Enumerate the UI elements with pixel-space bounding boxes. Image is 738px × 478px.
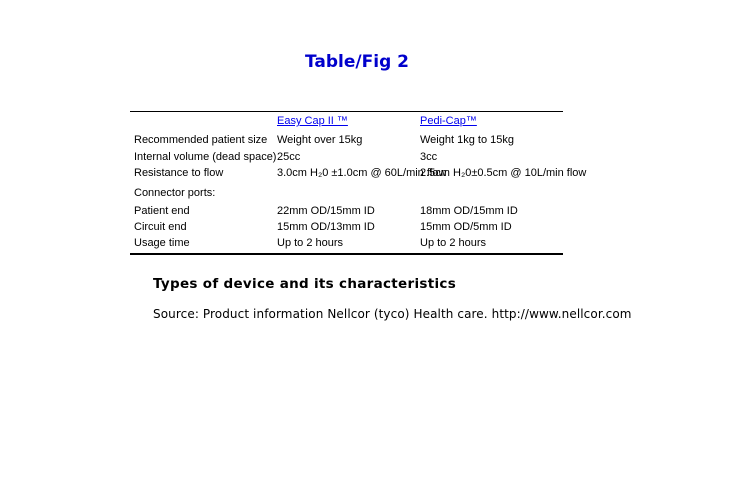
row-label: Usage time [134, 237, 190, 249]
table-row-resistance-to-flow [130, 167, 587, 187]
easy-cap-value: 15mm OD/13mm ID [277, 221, 375, 233]
easy-cap-value: 3.0cm H₂0 ±1.0cm @ 60L/min flow [277, 167, 447, 179]
row-label: Recommended patient size [134, 134, 268, 146]
easy-cap-value: Weight over 15kg [277, 134, 363, 146]
figure-caption: Types of device and its characteristics [153, 276, 457, 292]
column-header-pedi-cap-link[interactable]: Pedi-Cap™ [420, 115, 477, 127]
source-citation: Source: Product information Nellcor (tyco) Health care. http://www.nellcor.com [153, 307, 632, 321]
table-row-connector-ports [130, 187, 563, 205]
pedi-cap-value: Weight 1kg to 15kg [420, 134, 514, 146]
table-row-internal-volume [130, 151, 563, 167]
row-label: Connector ports: [134, 187, 216, 199]
row-label: Patient end [134, 205, 190, 217]
pedi-cap-value: 2.5cm H₂0±0.5cm @ 10L/min flow [420, 167, 587, 179]
easy-cap-value: Up to 2 hours [277, 237, 344, 249]
pedi-cap-value: 15mm OD/5mm ID [420, 221, 512, 233]
column-header-easy-cap-link[interactable]: Easy Cap II ™ [277, 115, 348, 127]
row-label: Internal volume (dead space) [134, 151, 277, 163]
page-title: Table/Fig 2 [305, 52, 409, 72]
table-row-usage-time [130, 237, 563, 253]
table-row-patient-end [130, 205, 563, 221]
table-header-row [130, 112, 563, 134]
pedi-cap-value: 3cc [420, 151, 438, 163]
easy-cap-value: 22mm OD/15mm ID [277, 205, 375, 217]
pedi-cap-value: Up to 2 hours [420, 237, 487, 249]
table-row-patient-size [130, 134, 563, 151]
row-label: Resistance to flow [134, 167, 224, 179]
table-row-circuit-end [130, 221, 563, 237]
device-comparison-table [130, 111, 587, 255]
easy-cap-value: 25cc [277, 151, 301, 163]
pedi-cap-value: 18mm OD/15mm ID [420, 205, 518, 217]
row-label: Circuit end [134, 221, 187, 233]
